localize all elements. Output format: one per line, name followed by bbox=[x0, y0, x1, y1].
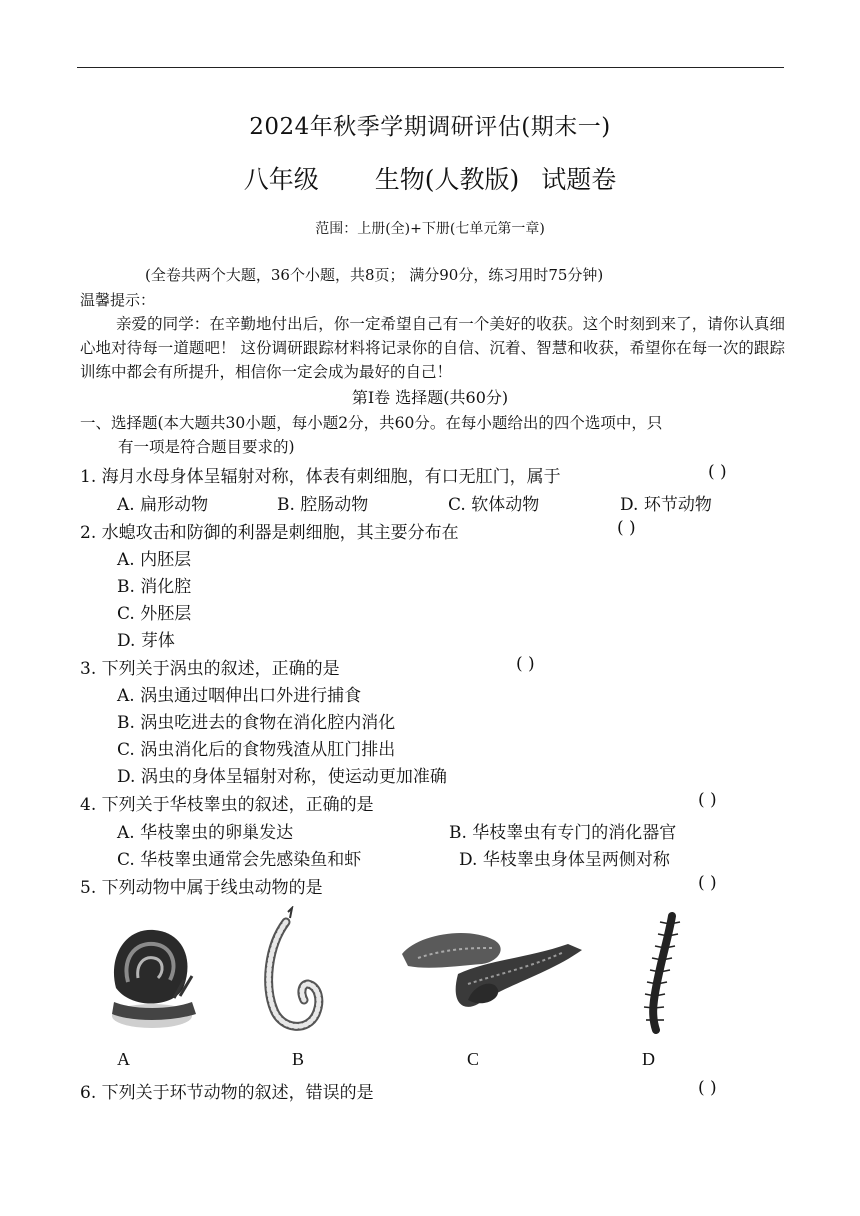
option: C. 华枝睾虫通常会先感染鱼和虾 bbox=[117, 850, 362, 870]
option: C. 软体动物 bbox=[448, 495, 540, 515]
exam-subtitle bbox=[0, 160, 860, 196]
roundworm-icon bbox=[262, 906, 328, 1036]
question-stem: 5. 下列动物中属于线虫动物的是 bbox=[80, 878, 323, 898]
answer-paren: ( ) bbox=[708, 462, 727, 482]
image-label: C bbox=[467, 1049, 480, 1069]
option: D. 涡虫的身体呈辐射对称，使运动更加准确 bbox=[117, 767, 447, 787]
image-label: A bbox=[117, 1049, 130, 1069]
snail-icon bbox=[104, 918, 200, 1036]
answer-paren: ( ) bbox=[698, 873, 717, 893]
option: D. 芽体 bbox=[117, 631, 175, 651]
question-stem: 3. 下列关于涡虫的叙述，正确的是 bbox=[80, 659, 340, 679]
option: D. 华枝睾虫身体呈两侧对称 bbox=[459, 850, 670, 870]
question-stem: 2. 水螅攻击和防御的利器是刺细胞，其主要分布在 bbox=[80, 523, 459, 543]
leech-icon bbox=[398, 904, 586, 1016]
answer-paren: ( ) bbox=[698, 1078, 717, 1098]
option: A. 扁形动物 bbox=[117, 495, 209, 515]
option: C. 外胚层 bbox=[117, 604, 192, 624]
option: D. 环节动物 bbox=[620, 495, 712, 515]
exam-range: 范围：上册(全)+下册(七单元第一章) bbox=[315, 221, 545, 237]
option: B. 消化腔 bbox=[117, 577, 192, 597]
tips-heading: 温馨提示： bbox=[80, 291, 156, 309]
option: B. 华枝睾虫有专门的消化器官 bbox=[449, 823, 677, 843]
grade-label: 八年级 bbox=[243, 165, 319, 194]
part-line-2: 有一项是符合题目要求的) bbox=[118, 438, 295, 456]
option: A. 涡虫通过咽伸出口外进行捕食 bbox=[117, 686, 362, 706]
image-label: B bbox=[292, 1049, 305, 1069]
answer-paren: ( ) bbox=[617, 518, 636, 538]
part-instructions bbox=[80, 411, 790, 459]
doc-type-label: 试题卷 bbox=[541, 165, 617, 194]
image-label: D bbox=[642, 1049, 655, 1069]
tips-body: 亲爱的同学：在辛勤地付出后，你一定希望自己有一个美好的收获。这个时刻到来了，请你认真细心地对待每一道题吧！ 这份调研跟踪材料将记录你的自信、沉着、智慧和收获，希望你在每一次的跟踪训练中都会有所提升，相信你一定会成为最好的自己！ bbox=[80, 315, 785, 381]
option: B. 腔肠动物 bbox=[277, 495, 369, 515]
part-line-1: 一、选择题(本大题共30小题，每小题2分，共60分。在每小题给出的四个选项中，只 bbox=[80, 414, 663, 432]
option: A. 内胚层 bbox=[117, 550, 192, 570]
option: C. 涡虫消化后的食物残渣从肛门排出 bbox=[117, 740, 396, 760]
answer-paren: ( ) bbox=[516, 654, 535, 674]
answer-paren: ( ) bbox=[698, 790, 717, 810]
exam-meta: (全卷共两个大题，36个小题，共8页； 满分90分，练习用时75分钟) bbox=[145, 266, 604, 284]
option: A. 华枝睾虫的卵巢发达 bbox=[117, 823, 294, 843]
header-rule bbox=[77, 67, 784, 68]
question-stem: 1. 海月水母身体呈辐射对称，体表有刺细胞，有口无肛门，属于 bbox=[80, 467, 561, 487]
exam-title: 2024年秋季学期调研评估(期末一) bbox=[249, 114, 611, 140]
centipede-icon bbox=[634, 910, 684, 1034]
option: B. 涡虫吃进去的食物在消化腔内消化 bbox=[117, 713, 396, 733]
section-title: 第Ⅰ卷 选择题(共60分) bbox=[351, 388, 509, 407]
question-stem: 4. 下列关于华枝睾虫的叙述，正确的是 bbox=[80, 795, 374, 815]
question-stem: 6. 下列关于环节动物的叙述，错误的是 bbox=[80, 1083, 374, 1103]
subject-label: 生物(人教版) bbox=[374, 165, 520, 194]
